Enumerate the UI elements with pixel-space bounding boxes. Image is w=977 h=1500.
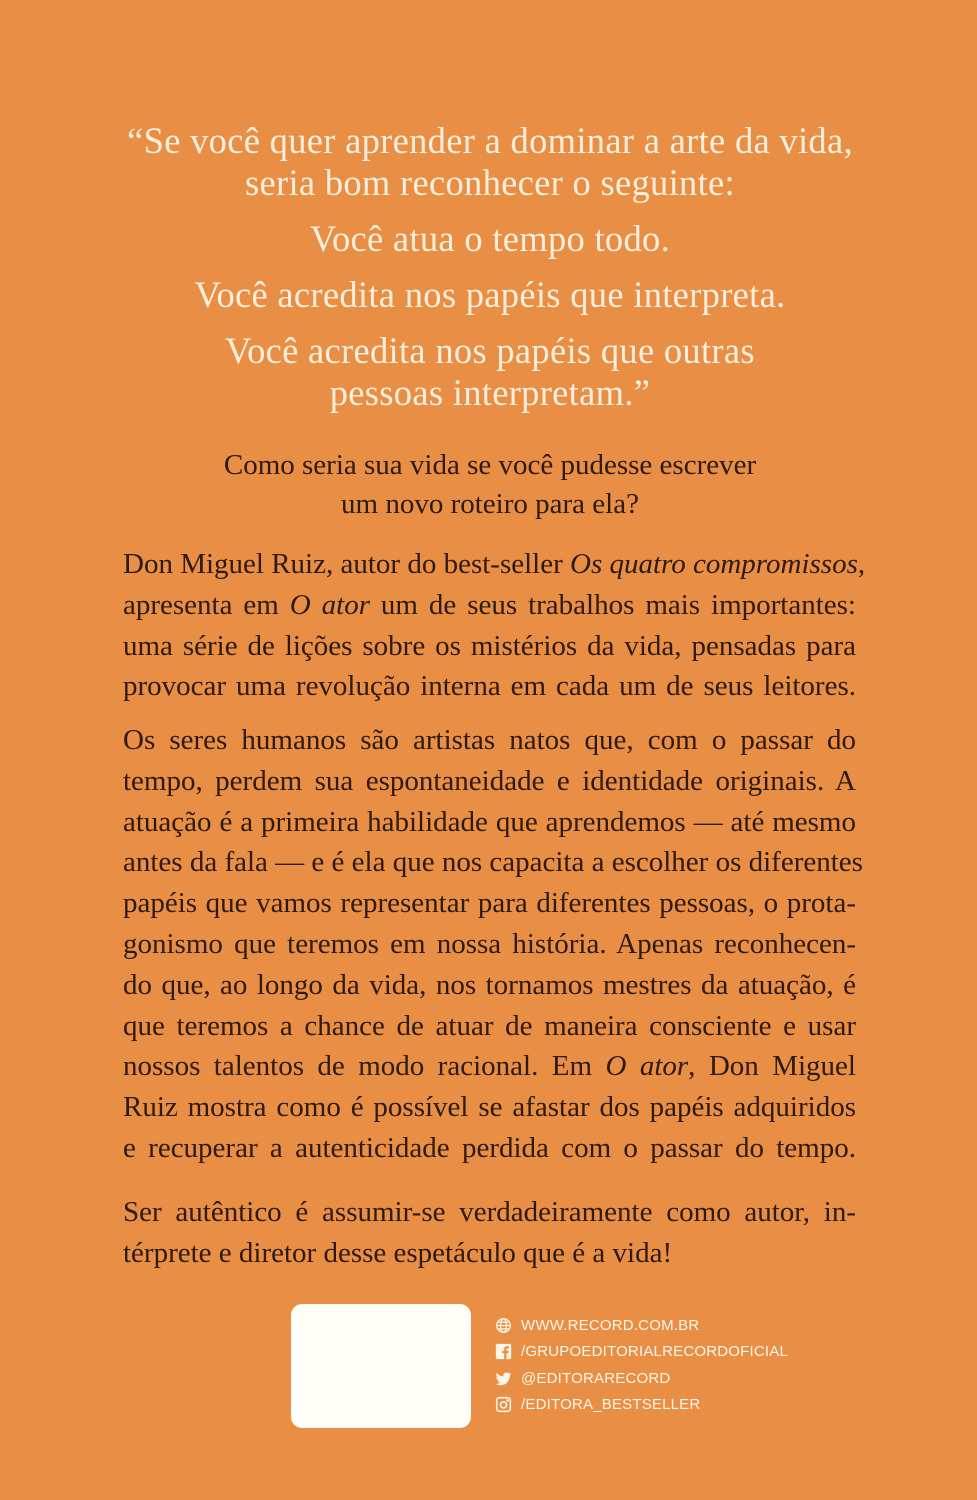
text-line: uma série de lições sobre os mistérios da vida, pensadas para (123, 629, 856, 662)
text-line: térprete e diretor desse espetáculo que é a vida! (123, 1236, 673, 1269)
twitter-icon (494, 1369, 513, 1388)
text-line: provocar uma revolução interna em cada um de seus leitores. (123, 670, 856, 703)
text-line: Ser autêntico é assumir-se verdadeiramente como autor, in- (123, 1196, 856, 1228)
twitter-link[interactable]: @EDITORARECORD (494, 1365, 788, 1392)
text-line: nossos talentos de modo racional. Em O ator, Don Miguel (123, 1050, 856, 1083)
book-title-italic: Os quatro compromissos (570, 548, 858, 580)
book-title-italic: O ator (605, 1050, 689, 1083)
quote-line: Você atua o tempo todo. (310, 218, 670, 259)
quote-line: “Se você quer aprender a dominar a arte da vida, (127, 120, 853, 161)
lead-question (110, 446, 870, 524)
barcode-area (291, 1304, 471, 1428)
text-line: atuação é a primeira habilidade que aprendemos — até mesmo (123, 805, 856, 838)
quote-line: Você acredita nos papéis que interpreta. (194, 274, 786, 315)
quote-line: seria bom reconhecer o seguinte: (245, 162, 735, 203)
instagram-link[interactable]: /EDITORA_BESTSELLER (494, 1392, 788, 1419)
book-title-italic: O ator (289, 588, 370, 621)
quote-line: Você acredita nos papéis que outras (225, 330, 755, 371)
quote-line: pessoas interpretam.” (329, 372, 651, 413)
text-line: que teremos a chance de atuar de maneira consciente e usar (123, 1009, 856, 1042)
epigraph-quote (110, 120, 870, 414)
text-line: apresenta em O ator um de seus trabalhos mais importantes: (123, 588, 856, 621)
globe-icon (494, 1316, 513, 1335)
paragraph-main (123, 720, 863, 1169)
instagram-icon (494, 1395, 513, 1414)
facebook-icon (494, 1342, 513, 1361)
text-line: papéis que vamos representar para diferentes pessoas, o prota- (123, 887, 856, 920)
text-line: do que, ao longo da vida, nos tornamos mestres da atuação, é (123, 968, 856, 1001)
question-line: Como seria sua vida se você pudesse escrever (223, 449, 757, 481)
text-line: e recuperar a autenticidade perdida com o passar do tempo. (123, 1131, 856, 1164)
facebook-link[interactable]: /GRUPOEDITORIALRECORDOFICIAL (494, 1339, 788, 1366)
publisher-social-links (494, 1312, 788, 1418)
website-link[interactable]: WWW.RECORD.COM.BR (494, 1312, 788, 1339)
paragraph-closing (123, 1192, 856, 1274)
text-line: Don Miguel Ruiz, autor do best-seller Os quatro compromissos, (123, 548, 866, 580)
text-line: antes da fala — e é ela que nos capacita a escolher os diferentes (123, 846, 863, 879)
text-line: Ruiz mostra como é possível se afastar dos papéis adquiridos (123, 1091, 856, 1124)
paragraph-intro (123, 544, 866, 707)
text-line: Os seres humanos são artistas natos que, com o passar do (123, 724, 856, 756)
text-line: tempo, perdem sua espontaneidade e identidade originais. A (123, 764, 856, 797)
text-line: gonismo que teremos em nossa história. Apenas reconhecen- (123, 927, 856, 960)
question-line: um novo roteiro para ela? (341, 488, 639, 520)
